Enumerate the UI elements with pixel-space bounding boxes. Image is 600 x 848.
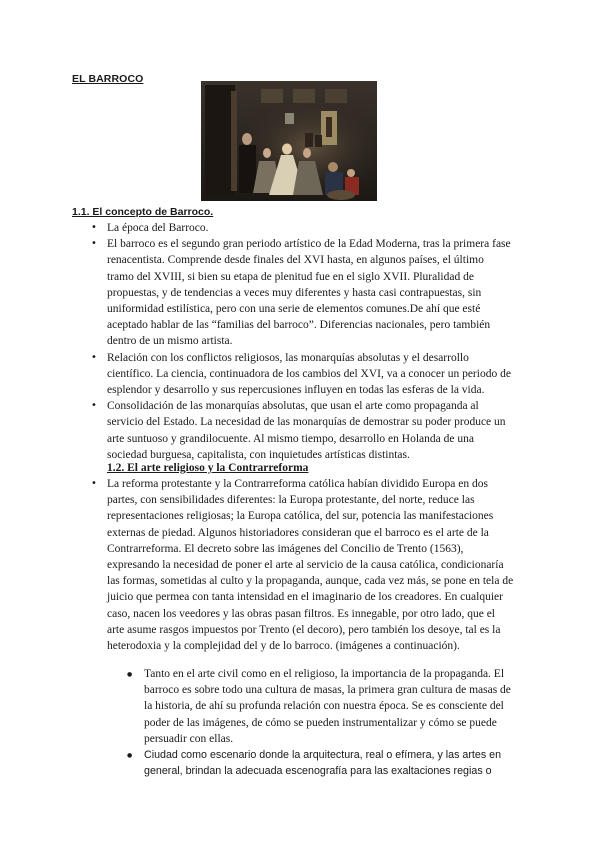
list-item: • El barroco es el segundo gran periodo artístico de la Edad Moderna, tras la primera fase renacentista. Comprende desde finales del XVI hasta, en algunos países, el último tramo del XVIII, si bien su etapa de plenitud fue en el siglo XVII. Pluralidad de propuestas, y de tendencias a veces muy diferentes y hasta casi contrapuestas, sin uniformidad estilística, pero con una serie de elementos comunes.De ahí que esté aceptado hablar de las “familias del barroco”. Diferencias nacionales, pero también dentro de un mismo artista.: [107, 236, 513, 349]
section-1-list: [0, 220, 520, 463]
section-1-heading: 1.1. El concepto de Barroco.: [72, 206, 214, 218]
document-title: EL BARROCO: [72, 73, 144, 85]
list-item: • Consolidación de las monarquías absolutas, que usan el arte como propaganda al servicio del Estado. La necesidad de las monarquías de demostrar su poder produce un arte suntuoso y grandilocuente. Al mismo tiempo, desarrollo en Holanda de una sociedad burguesa, capitalista, con inquietudes artísticas distintas.: [107, 398, 513, 463]
list-item: • La época del Barroco.: [107, 220, 513, 236]
meninas-painting-icon: [201, 81, 377, 201]
section-2-heading: 1.2. El arte religioso y la Contrarreforma: [107, 462, 309, 474]
list-item: • Relación con los conflictos religiosos, las monarquías absolutas y el desarrollo científico. La ciencia, continuadora de los cambios del XVI, va a conocer un periodo de esplendor y desarrollo y sus repercusiones influyen en todas las esferas de la vida.: [107, 350, 513, 399]
sub-list-item: ● Tanto en el arte civil como en el religioso, la importancia de la propaganda. El barroco es sobre todo una cultura de masas, la primera gran cultura de masas de la historia, de ahí su profunda relación con nuestra época. Se es consciente del poder de las imágenes, de cómo se pueden instrumentalizar y cómo se puede persuadir con ellas.: [144, 666, 516, 747]
list-item: • La reforma protestante y la Contrarreforma católica habían dividido Europa en dos partes, con sensibilidades diferentes: la Europa protestante, del norte, reduce las representaciones religiosas; la Europa católica, del sur, potencia las manifestaciones externas de piedad. Algunos historiadores consideran que el barroco es el arte de la Contrarreforma. El decreto sobre las imágenes del Concilio de Trento (1563), expresando la necesidad de poner el arte al servicio de la causa católica, condicionaría las formas, sometidas al culto y la propaganda, aunque, cada vez más, se pone en tela de juicio que permea con tanta intensidad en el imaginario de los creadores. En cualquier caso, nacen los veedores y las obras pasan filtros. Es innegable, por otro lado, que el arte asume rasgos impuestos por Trento (el decoro), pero también los desoye, tal es la heterodoxia y la complejidad del y de lo barroco. (imágenes a continuación).: [107, 476, 515, 654]
section-2-list: [0, 476, 515, 654]
sub-list-item: ● Ciudad como escenario donde la arquitectura, real o efímera, y las artes en general, brindan la adecuada escenografía para las exaltaciones regias o: [144, 747, 516, 779]
section-2-sublist: [0, 666, 516, 779]
